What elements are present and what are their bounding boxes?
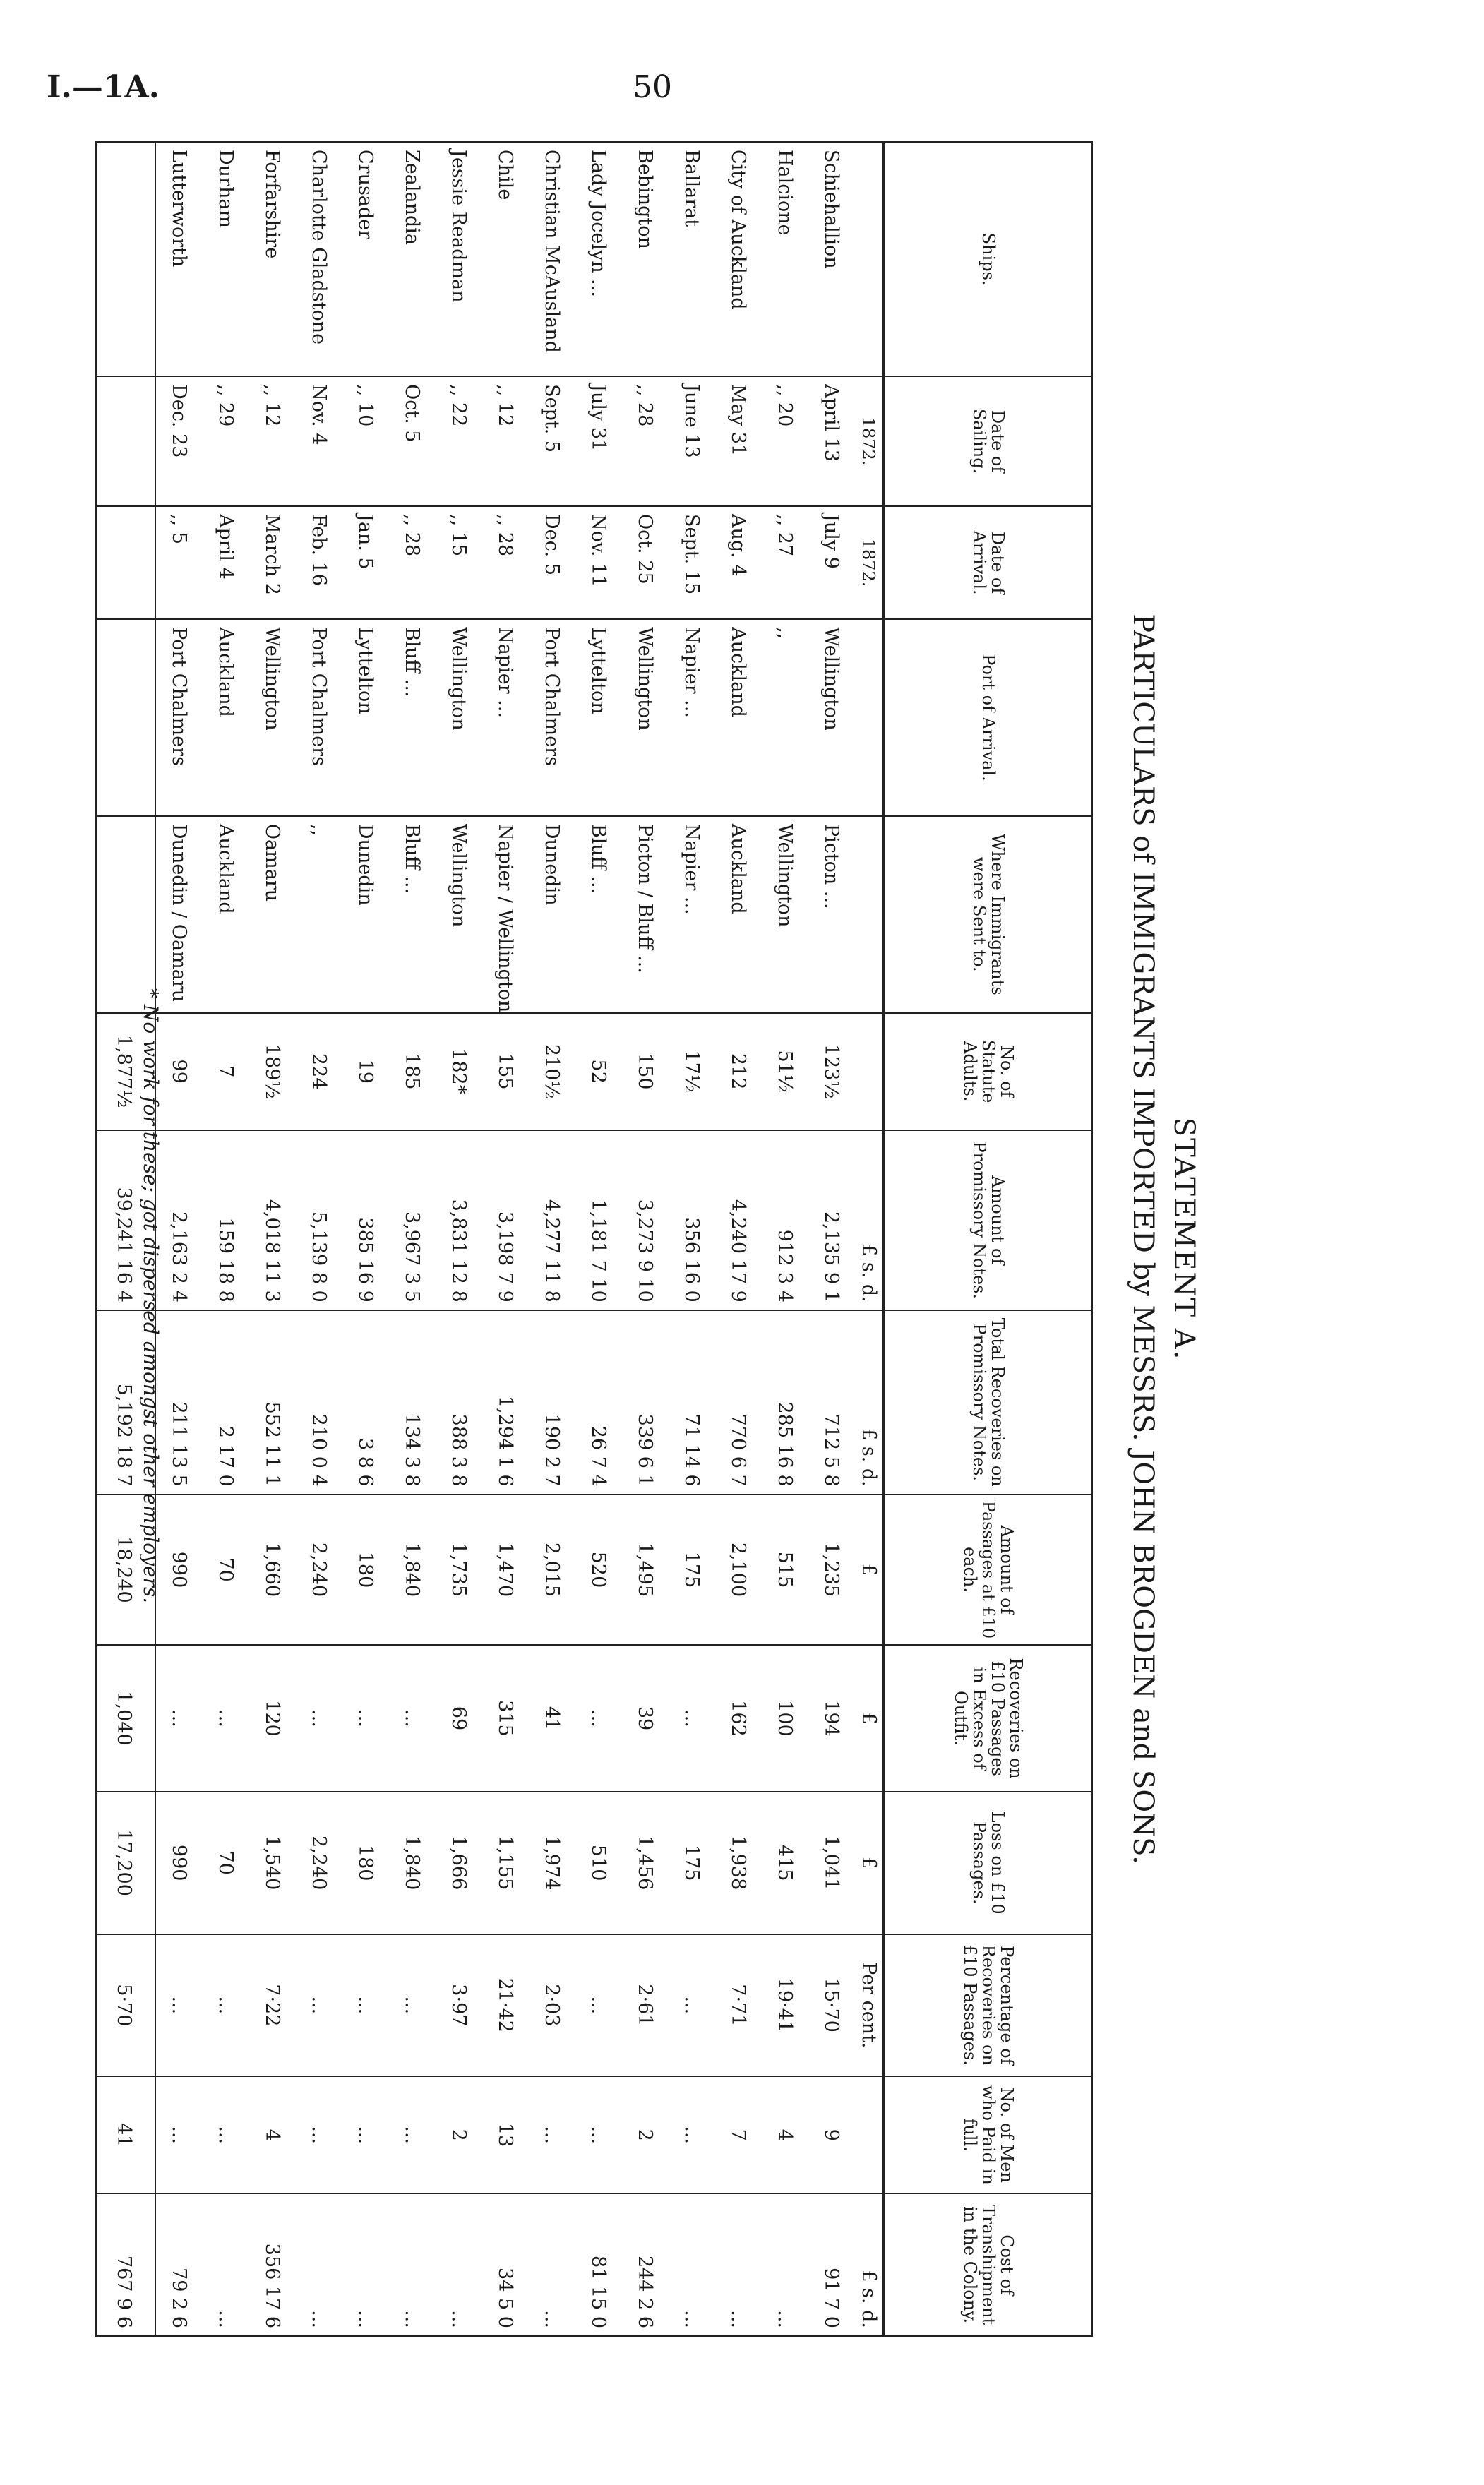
excess-recoveries: 41 (529, 1645, 575, 1792)
statute-adults: 52 (575, 1013, 622, 1130)
promissory-notes-amount: 3,967 3 5 (389, 1130, 436, 1310)
transhipment-cost: ... (389, 2193, 436, 2336)
destination: Napier / Wellington (482, 816, 529, 1013)
recovery-percentage: ... (575, 1934, 622, 2077)
passage-loss: 1,938 (715, 1792, 762, 1934)
total-recoveries: 211 13 5 (155, 1310, 203, 1495)
excess-recoveries: ... (155, 1645, 203, 1792)
excess-recoveries: ... (203, 1645, 249, 1792)
date-of-sailing: May 31 (715, 376, 762, 506)
table-row (575, 142, 622, 2336)
date-of-sailing: ,, 29 (203, 376, 249, 506)
recovery-percentage: 2·61 (622, 1934, 669, 2077)
destination: Dunedin / Oamaru (155, 816, 203, 1013)
recovery-percentage: ... (342, 1934, 389, 2077)
passage-loss: 510 (575, 1792, 622, 1934)
destination: Dunedin (529, 816, 575, 1013)
statute-adults: 189½ (249, 1013, 296, 1130)
passages-amount: 2,240 (296, 1495, 342, 1646)
ship-name: Halcione (762, 142, 808, 376)
date-of-sailing: ,, 12 (249, 376, 296, 506)
total-adults: 1,877½ (96, 1013, 156, 1130)
statute-adults: 185 (389, 1013, 436, 1130)
date-of-sailing: ,, 28 (622, 376, 669, 506)
ship-name: Schiehallion (808, 142, 858, 376)
table-row (203, 142, 249, 2336)
date-of-sailing: April 13 (808, 376, 858, 506)
total-recoveries: 285 16 8 (762, 1310, 808, 1495)
recovery-percentage: 7·71 (715, 1934, 762, 2077)
column-header: Where Immigrants were Sent to. (884, 816, 1092, 1013)
promissory-notes-amount: 2,163 2 4 (155, 1130, 203, 1310)
men-paid-in-full: ... (669, 2076, 715, 2193)
total-notes: 39,241 16 4 (96, 1130, 156, 1310)
date-of-arrival: Aug. 4 (715, 506, 762, 619)
destination: Wellington (762, 816, 808, 1013)
transhipment-cost: 79 2 6 (155, 2193, 203, 2336)
unit-label: £ s. d. (858, 2193, 884, 2336)
statute-adults: 212 (715, 1013, 762, 1130)
date-of-arrival: July 9 (808, 506, 858, 619)
total-recoveries: 552 11 1 (249, 1310, 296, 1495)
men-paid-in-full: 13 (482, 2076, 529, 2193)
date-of-sailing: ,, 20 (762, 376, 808, 506)
total-recoveries: 3 8 6 (342, 1310, 389, 1495)
date-of-sailing: Oct. 5 (389, 376, 436, 506)
men-paid-in-full: ... (203, 2076, 249, 2193)
column-header: Amount of Passages at £10 each. (884, 1495, 1092, 1646)
men-paid-in-full: ... (296, 2076, 342, 2193)
passage-loss: 70 (203, 1792, 249, 1934)
transhipment-cost: ... (296, 2193, 342, 2336)
promissory-notes-amount: 1,181 7 10 (575, 1130, 622, 1310)
ship-name: Forfarshire (249, 142, 296, 376)
date-of-sailing: ,, 22 (436, 376, 482, 506)
column-header: Ships. (884, 142, 1092, 376)
port-of-arrival: Bluff ... (389, 619, 436, 816)
passages-amount: 70 (203, 1495, 249, 1646)
recovery-percentage: 7·22 (249, 1934, 296, 2077)
passage-loss: 2,240 (296, 1792, 342, 1934)
statement-title: STATEMENT A. (1168, 1117, 1200, 1361)
destination: Oamaru (249, 816, 296, 1013)
statute-adults: 51½ (762, 1013, 808, 1130)
date-of-arrival: March 2 (249, 506, 296, 619)
column-header: Amount of Promissory Notes. (884, 1130, 1092, 1310)
total-recoveries: 210 0 4 (296, 1310, 342, 1495)
passages-amount: 175 (669, 1495, 715, 1646)
table-row (342, 142, 389, 2336)
promissory-notes-amount: 4,018 11 3 (249, 1130, 296, 1310)
total-passages: 18,240 (96, 1495, 156, 1646)
page-number: 50 (633, 69, 672, 105)
recovery-percentage: ... (155, 1934, 203, 2077)
total-cost: 767 9 6 (96, 2193, 156, 2336)
passages-amount: 1,735 (436, 1495, 482, 1646)
units-row (858, 142, 884, 2336)
port-of-arrival: Wellington (622, 619, 669, 816)
promissory-notes-amount: 912 3 4 (762, 1130, 808, 1310)
men-paid-in-full: ... (389, 2076, 436, 2193)
destination: Auckland (203, 816, 249, 1013)
promissory-notes-amount: 4,277 11 8 (529, 1130, 575, 1310)
total-recoveries: 190 2 7 (529, 1310, 575, 1495)
ship-name: Lutterworth (155, 142, 203, 376)
date-of-sailing: July 31 (575, 376, 622, 506)
date-of-arrival: Oct. 25 (622, 506, 669, 619)
statute-adults: 155 (482, 1013, 529, 1130)
unit-label: £ (858, 1792, 884, 1934)
table-row (155, 142, 203, 2336)
excess-recoveries: ... (389, 1645, 436, 1792)
date-of-arrival: Jan. 5 (342, 506, 389, 619)
total-recoveries: 134 3 8 (389, 1310, 436, 1495)
date-of-arrival: ,, 5 (155, 506, 203, 619)
recovery-percentage: 3·97 (436, 1934, 482, 2077)
men-paid-in-full: 4 (249, 2076, 296, 2193)
destination: Auckland (715, 816, 762, 1013)
port-of-arrival: Napier ... (482, 619, 529, 816)
excess-recoveries: 120 (249, 1645, 296, 1792)
passages-amount: 2,015 (529, 1495, 575, 1646)
table-body (155, 142, 858, 2336)
statute-adults: 7 (203, 1013, 249, 1130)
transhipment-cost: ... (529, 2193, 575, 2336)
recovery-percentage: ... (669, 1934, 715, 2077)
year-label: 1872. (858, 376, 884, 506)
unit-label: £ (858, 1495, 884, 1646)
date-of-sailing: Sept. 5 (529, 376, 575, 506)
passage-loss: 1,456 (622, 1792, 669, 1934)
men-paid-in-full: ... (155, 2076, 203, 2193)
ship-name: Charlotte Gladstone (296, 142, 342, 376)
statute-adults: 99 (155, 1013, 203, 1130)
recovery-percentage: 21·42 (482, 1934, 529, 2077)
passages-amount: 2,100 (715, 1495, 762, 1646)
promissory-notes-amount: 3,273 9 10 (622, 1130, 669, 1310)
destination: Picton / Bluff ... (622, 816, 669, 1013)
excess-recoveries: 162 (715, 1645, 762, 1792)
destination: Bluff ... (575, 816, 622, 1013)
port-of-arrival: Wellington (249, 619, 296, 816)
table-row (529, 142, 575, 2336)
excess-recoveries: 315 (482, 1645, 529, 1792)
transhipment-cost: 34 5 0 (482, 2193, 529, 2336)
passage-loss: 1,540 (249, 1792, 296, 1934)
excess-recoveries: 39 (622, 1645, 669, 1792)
ship-name: Jessie Readman (436, 142, 482, 376)
column-header: Date of Arrival. (884, 506, 1092, 619)
passages-amount: 1,660 (249, 1495, 296, 1646)
excess-recoveries: ... (669, 1645, 715, 1792)
passage-loss: 1,041 (808, 1792, 858, 1934)
column-header: No. of Statute Adults. (884, 1013, 1092, 1130)
port-of-arrival: Port Chalmers (296, 619, 342, 816)
transhipment-cost: ... (762, 2193, 808, 2336)
date-of-arrival: ,, 15 (436, 506, 482, 619)
total-recoveries: 770 6 7 (715, 1310, 762, 1495)
transhipment-cost: 356 17 6 (249, 2193, 296, 2336)
destination: Napier ... (669, 816, 715, 1013)
rotated-statement (85, 141, 1200, 2337)
document-reference: I.—1A. (47, 69, 160, 105)
destination: Bluff ... (389, 816, 436, 1013)
excess-recoveries: 100 (762, 1645, 808, 1792)
statute-adults: 210½ (529, 1013, 575, 1130)
column-header: Total Recoveries on Promissory Notes. (884, 1310, 1092, 1495)
port-of-arrival: Wellington (436, 619, 482, 816)
header-row (884, 142, 1092, 2336)
statement-subtitle: PARTICULARS of IMMIGRANTS IMPORTED by MESSRS. JOHN BROGDEN and SONS. (1127, 613, 1159, 1864)
total-loss: 17,200 (96, 1792, 156, 1934)
statute-adults: 17½ (669, 1013, 715, 1130)
column-header: Cost of Transhipment in the Colony. (884, 2193, 1092, 2336)
passage-loss: 1,974 (529, 1792, 575, 1934)
table-row (622, 142, 669, 2336)
date-of-sailing: Dec. 23 (155, 376, 203, 506)
promissory-notes-amount: 159 18 8 (203, 1130, 249, 1310)
passages-amount: 520 (575, 1495, 622, 1646)
total-excess: 1,040 (96, 1645, 156, 1792)
total-percentage: 5·70 (96, 1934, 156, 2077)
date-of-arrival: Sept. 15 (669, 506, 715, 619)
table-row (669, 142, 715, 2336)
men-paid-in-full: 2 (622, 2076, 669, 2193)
port-of-arrival: Port Chalmers (529, 619, 575, 816)
total-recoveries: 5,192 18 7 (96, 1310, 156, 1495)
excess-recoveries: ... (296, 1645, 342, 1792)
year-label: 1872. (858, 506, 884, 619)
total-recoveries: 712 5 8 (808, 1310, 858, 1495)
total-recoveries: 388 3 8 (436, 1310, 482, 1495)
destination: Wellington (436, 816, 482, 1013)
date-of-sailing: ,, 12 (482, 376, 529, 506)
date-of-arrival: Feb. 16 (296, 506, 342, 619)
table-row (249, 142, 296, 2336)
table-row (436, 142, 482, 2336)
footnote: * No work for these; got dispersed amongst other employers. (139, 988, 162, 1604)
ship-name: City of Auckland (715, 142, 762, 376)
promissory-notes-amount: 4,240 17 9 (715, 1130, 762, 1310)
ship-name: Durham (203, 142, 249, 376)
date-of-arrival: ,, 28 (482, 506, 529, 619)
transhipment-cost: 81 15 0 (575, 2193, 622, 2336)
transhipment-cost: 244 2 6 (622, 2193, 669, 2336)
transhipment-cost: 91 7 0 (808, 2193, 858, 2336)
port-of-arrival: Napier ... (669, 619, 715, 816)
men-paid-in-full: 7 (715, 2076, 762, 2193)
excess-recoveries: 194 (808, 1645, 858, 1792)
unit-label: Per cent. (858, 1934, 884, 2077)
promissory-notes-amount: 2,135 9 1 (808, 1130, 858, 1310)
date-of-sailing: June 13 (669, 376, 715, 506)
men-paid-in-full: 2 (436, 2076, 482, 2193)
date-of-arrival: Dec. 5 (529, 506, 575, 619)
total-recoveries: 2 17 0 (203, 1310, 249, 1495)
port-of-arrival: Lyttelton (575, 619, 622, 816)
date-of-sailing: Nov. 4 (296, 376, 342, 506)
table-row (482, 142, 529, 2336)
total-recoveries: 339 6 1 (622, 1310, 669, 1495)
total-recoveries: 1,294 1 6 (482, 1310, 529, 1495)
port-of-arrival: Lyttelton (342, 619, 389, 816)
recovery-percentage: ... (203, 1934, 249, 2077)
column-header: Recoveries on £10 Passages in Excess of Outfit. (884, 1645, 1092, 1792)
destination: Dunedin (342, 816, 389, 1013)
statute-adults: 224 (296, 1013, 342, 1130)
date-of-arrival: ,, 28 (389, 506, 436, 619)
transhipment-cost: ... (715, 2193, 762, 2336)
port-of-arrival: Auckland (715, 619, 762, 816)
men-paid-in-full: ... (342, 2076, 389, 2193)
date-of-sailing: ,, 10 (342, 376, 389, 506)
recovery-percentage: ... (296, 1934, 342, 2077)
table-row (296, 142, 342, 2336)
table-row (715, 142, 762, 2336)
passages-amount: 1,470 (482, 1495, 529, 1646)
excess-recoveries: ... (342, 1645, 389, 1792)
ship-name: Zealandia (389, 142, 436, 376)
passages-amount: 1,840 (389, 1495, 436, 1646)
promissory-notes-amount: 385 16 9 (342, 1130, 389, 1310)
column-header: Percentage of Recoveries on £10 Passages. (884, 1934, 1092, 2077)
men-paid-in-full: ... (529, 2076, 575, 2193)
statute-adults: 182* (436, 1013, 482, 1130)
unit-label: £ s. d. (858, 1130, 884, 1310)
statute-adults: 150 (622, 1013, 669, 1130)
transhipment-cost: ... (669, 2193, 715, 2336)
recovery-percentage: 2·03 (529, 1934, 575, 2077)
total-recoveries: 26 7 4 (575, 1310, 622, 1495)
transhipment-cost: ... (342, 2193, 389, 2336)
date-of-arrival: ,, 27 (762, 506, 808, 619)
passages-amount: 1,235 (808, 1495, 858, 1646)
date-of-arrival: Nov. 11 (575, 506, 622, 619)
ship-name: Lady Jocelyn ... (575, 142, 622, 376)
passage-loss: 180 (342, 1792, 389, 1934)
total-paid: 41 (96, 2076, 156, 2193)
promissory-notes-amount: 3,198 7 9 (482, 1130, 529, 1310)
recovery-percentage: ... (389, 1934, 436, 2077)
men-paid-in-full: 4 (762, 2076, 808, 2193)
column-header: Date of Sailing. (884, 376, 1092, 506)
passage-loss: 175 (669, 1792, 715, 1934)
port-of-arrival: Wellington (808, 619, 858, 816)
recovery-percentage: 19·41 (762, 1934, 808, 2077)
promissory-notes-amount: 5,139 8 0 (296, 1130, 342, 1310)
port-of-arrival: Port Chalmers (155, 619, 203, 816)
ship-name: Ballarat (669, 142, 715, 376)
transhipment-cost: ... (203, 2193, 249, 2336)
passages-amount: 515 (762, 1495, 808, 1646)
passages-amount: 180 (342, 1495, 389, 1646)
table-row (389, 142, 436, 2336)
transhipment-cost: ... (436, 2193, 482, 2336)
column-header: Loss on £10 Passages. (884, 1792, 1092, 1934)
promissory-notes-amount: 356 16 0 (669, 1130, 715, 1310)
excess-recoveries: 69 (436, 1645, 482, 1792)
passages-amount: 1,495 (622, 1495, 669, 1646)
passage-loss: 990 (155, 1792, 203, 1934)
ship-name: Crusader (342, 142, 389, 376)
passages-amount: 990 (155, 1495, 203, 1646)
passage-loss: 415 (762, 1792, 808, 1934)
destination: Picton ... (808, 816, 858, 1013)
statute-adults: 123½ (808, 1013, 858, 1130)
passage-loss: 1,666 (436, 1792, 482, 1934)
destination: ,, (296, 816, 342, 1013)
column-header: No. of Men who Paid in full. (884, 2076, 1092, 2193)
passage-loss: 1,840 (389, 1792, 436, 1934)
statute-adults: 19 (342, 1013, 389, 1130)
port-of-arrival: ,, (762, 619, 808, 816)
table-row (762, 142, 808, 2336)
excess-recoveries: ... (575, 1645, 622, 1792)
date-of-arrival: April 4 (203, 506, 249, 619)
recovery-percentage: 15·70 (808, 1934, 858, 2077)
passage-loss: 1,155 (482, 1792, 529, 1934)
ship-name: Bebington (622, 142, 669, 376)
men-paid-in-full: 9 (808, 2076, 858, 2193)
total-recoveries: 71 14 6 (669, 1310, 715, 1495)
promissory-notes-amount: 3,831 12 8 (436, 1130, 482, 1310)
ship-name: Christian McAusland (529, 142, 575, 376)
immigrants-table (95, 141, 1093, 2337)
table-row (808, 142, 858, 2336)
port-of-arrival: Auckland (203, 619, 249, 816)
column-header: Port of Arrival. (884, 619, 1092, 816)
unit-label: £ s. d. (858, 1310, 884, 1495)
unit-label: £ (858, 1645, 884, 1792)
men-paid-in-full: ... (575, 2076, 622, 2193)
ship-name: Chile (482, 142, 529, 376)
